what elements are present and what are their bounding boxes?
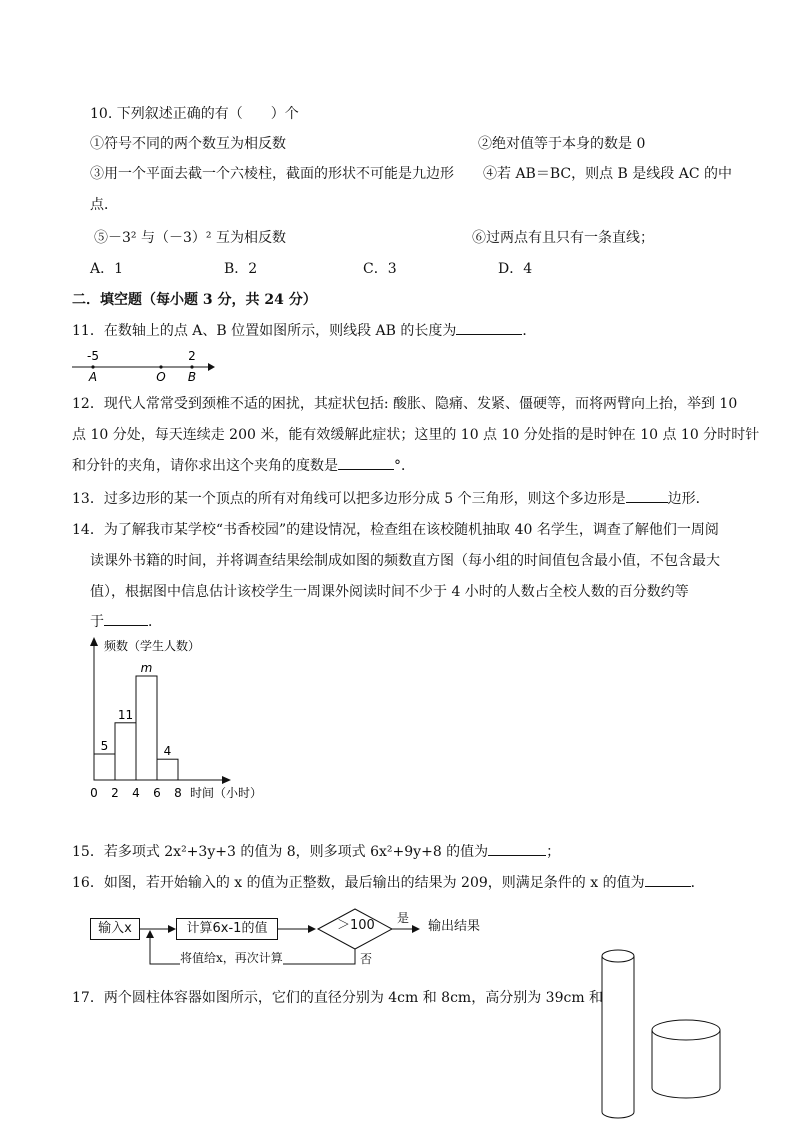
q10-option-c: C．3 xyxy=(363,261,397,277)
q12-end: °． xyxy=(394,458,415,474)
q11-text xyxy=(72,320,536,342)
flowchart-connectors xyxy=(80,898,500,973)
tall-cylinder xyxy=(602,950,634,1118)
tick-label-a: -5 xyxy=(87,349,99,363)
tick-label-b: 2 xyxy=(188,349,196,363)
q14-line-1: 14．为了解我市某学校“书香校园”的建设情况，检查组在该校随机抽取 40 名学生，调查了解他们一周阅 xyxy=(72,522,719,538)
histogram-bar xyxy=(94,754,115,780)
section-heading: 二．填空题（每小题 3 分，共 24 分） xyxy=(72,292,317,308)
flow-compute-box: 计算6x-1的值 xyxy=(176,918,278,940)
x-tick-label: 8 xyxy=(174,786,182,800)
number-line-arrow xyxy=(208,363,215,371)
histogram-bar xyxy=(115,723,136,780)
q14-stem-end: 于 xyxy=(90,614,104,630)
flow-output-label: 输出结果 xyxy=(428,919,481,934)
q12-line-3 xyxy=(72,455,415,477)
bar-data-label: m xyxy=(140,661,153,675)
q10-option-b: B．2 xyxy=(224,261,258,277)
q14-line-4 xyxy=(90,611,162,633)
q14-line-2: 读课外书籍的时间，并将调查结果绘制成如图的频数直方图（每小组的时间值包含最小值，不包含最大 xyxy=(90,553,720,569)
q13-end: 边形． xyxy=(667,491,710,507)
q10-statement-2: ②绝对值等于本身的数是 0 xyxy=(478,136,646,152)
point-label-b: B xyxy=(187,370,197,384)
q15-text xyxy=(72,841,560,863)
y-axis-arrow xyxy=(90,637,98,646)
q13-text xyxy=(72,488,710,510)
bar-data-label: 5 xyxy=(100,739,109,753)
q10-statement-5: ⑤－3² 与（－3）² 互为相反数 xyxy=(94,230,286,246)
q12-line-1: 12．现代人常常受到颈椎不适的困扰，其症状包括: 酸胀、隐痛、发紧、僵硬等，而将两臂向上抬，举到 10 xyxy=(72,396,738,412)
q15-answer-blank[interactable] xyxy=(488,841,546,856)
frequency-histogram xyxy=(82,634,282,810)
x-tick-label: 6 xyxy=(153,786,161,800)
q15-stem: 15．若多项式 2x²+3y+3 的值为 8，则多项式 6x²+9y+8 的值为 xyxy=(72,844,489,860)
q11-end: ． xyxy=(522,323,537,339)
histogram-bar xyxy=(157,759,178,780)
bar-data-label: 4 xyxy=(163,744,172,759)
q14-end: ． xyxy=(148,614,162,630)
q10-statement-3: ③用一个平面去截一个六棱柱，截面的形状不可能是九边形 xyxy=(90,166,454,182)
q11-answer-blank[interactable] xyxy=(456,320,522,335)
bar-data-label: 11 xyxy=(117,707,134,722)
q10-option-a: A．1 xyxy=(90,261,124,277)
q10-statement-4-cont: 点． xyxy=(90,197,118,213)
point-label-a: A xyxy=(88,370,98,384)
x-tick-label: 4 xyxy=(132,786,140,800)
q14-line-3: 值），根据图中信息估计该校学生一周课外阅读时间不少于 4 小时的人数占全校人数的百分数约等 xyxy=(90,584,689,600)
q16-answer-blank[interactable] xyxy=(645,872,691,887)
flow-no-label: 否 xyxy=(360,952,373,966)
x-tick-label: 2 xyxy=(111,786,119,800)
number-line xyxy=(70,346,215,386)
q12-stem-end: 和分针的夹角，请你求出这个夹角的度数是 xyxy=(72,458,338,474)
histogram-bar xyxy=(136,676,157,780)
q10-stem: 10. 下列叙述正确的有（ ）个 xyxy=(90,106,299,122)
q15-end: ； xyxy=(546,844,561,860)
q16-stem: 16．如图，若开始输入的 x 的值为正整数，最后输出的结果为 209，则满足条件的 x 的值为 xyxy=(72,875,645,891)
q10-statement-4: ④若 AB＝BC，则点 B 是线段 AC 的中 xyxy=(483,166,733,182)
q12-answer-blank[interactable] xyxy=(338,455,394,470)
point-b xyxy=(190,365,193,368)
flow-loop-label: 将值给x，再次计算 xyxy=(180,951,283,965)
x-tick-label: 0 xyxy=(90,786,98,800)
point-a xyxy=(91,365,94,368)
point-o xyxy=(159,365,162,368)
q10-option-d: D．4 xyxy=(498,261,533,277)
point-label-o: O xyxy=(156,370,166,384)
q10-statement-6: ⑥过两点有且只有一条直线； xyxy=(472,230,654,246)
y-axis-label: 频数（学生人数） xyxy=(104,639,201,653)
q16-text xyxy=(72,872,705,894)
flow-yes-label: 是 xyxy=(397,911,410,925)
q13-answer-blank[interactable] xyxy=(626,488,668,503)
q10-statement-1: ①符号不同的两个数互为相反数 xyxy=(90,136,286,152)
x-axis-label: 时间（小时） xyxy=(190,786,263,800)
q13-stem: 13．过多边形的某一个顶点的所有对角线可以把多边形分成 5 个三角形，则这个多边形是 xyxy=(72,491,626,507)
q16-end: ． xyxy=(690,875,705,891)
short-cylinder xyxy=(652,1020,720,1098)
cylinders-figure xyxy=(598,944,730,1122)
flow-condition-label: ＞100 xyxy=(337,918,375,933)
q14-answer-blank[interactable] xyxy=(104,611,148,626)
q17-text: 17．两个圆柱体容器如图所示，它们的直径分别为 4cm 和 8cm，高分别为 39cm 和 xyxy=(72,990,604,1006)
q12-line-2: 点 10 分处，每天连续走 200 米，能有效缓解此症状；这里的 10 点 10 分处指的是时钟在 10 点 10 分时时针 xyxy=(72,427,760,443)
x-axis-arrow xyxy=(222,776,231,784)
flow-input-box: 输入x xyxy=(90,918,140,940)
q11-stem: 11．在数轴上的点 A、B 位置如图所示，则线段 AB 的长度为 xyxy=(72,323,457,339)
